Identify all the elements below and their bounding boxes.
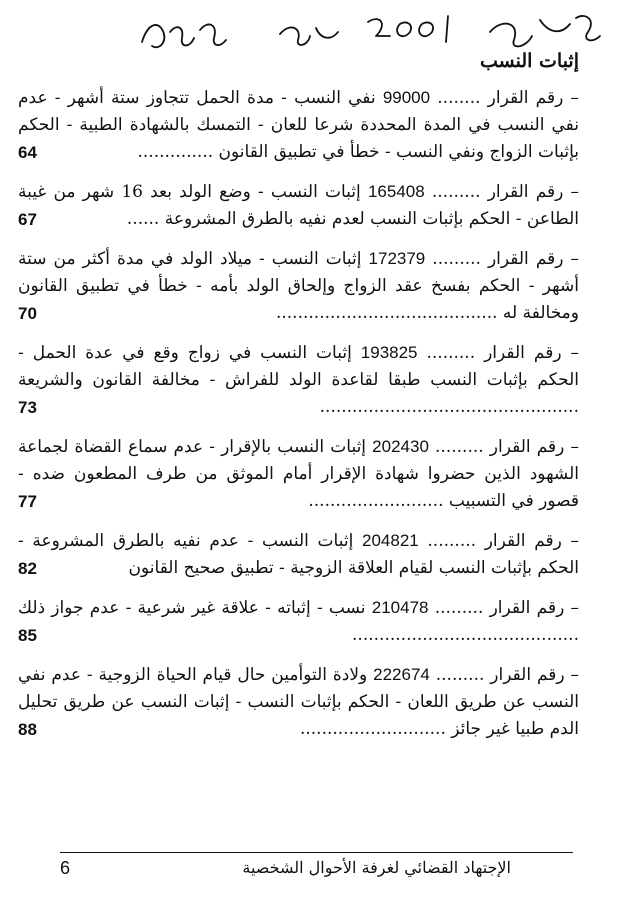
decision-label: رقم القرار (490, 665, 565, 685)
decision-summary: إثبات النسب - وضع الولد بعد 16 شهر من غيبة الطاعن - الحكم بإثبات النسب لعدم نفيه بالطرق المشروعة ...... (18, 182, 579, 229)
list-item: – رقم القرار ......... 222674 ولادة التوأمين حال قيام الحياة الزوجية - عدم نفي النسب عن طريق اللعان - الحكم بإثبات النسب - إثبات النسب عن طريق تحليل الدم طبيا غير جائز ........................... 88 (18, 661, 579, 743)
decision-label: رقم القرار (487, 249, 564, 269)
page-reference: 70 (18, 304, 37, 323)
decision-summary: نسب - إثباته - علاقة غير شرعية - عدم جواز ذلك .......................................... (18, 598, 579, 645)
list-item: – رقم القرار ......... 172379 إثبات النسب - ميلاد الولد في مدة أكثر من ستة أشهر - الحكم بفسخ عقد الزواج وإلحاق الولد بأمه - خطأ في تطبيق القانون ومخالفة له ......................................... 70 (18, 245, 579, 327)
page-reference: 67 (18, 210, 37, 229)
decision-label: رقم القرار (484, 531, 562, 551)
decision-summary: إثبات النسب - ميلاد الولد في مدة أكثر من ستة أشهر - الحكم بفسخ عقد الزواج وإلحاق الولد بأمه - خطأ في تطبيق القانون ومخالفة له ......................................... (18, 249, 579, 323)
leader-dots: ......... (435, 665, 485, 685)
page-reference: 85 (18, 626, 37, 645)
decision-label: رقم القرار (487, 88, 564, 108)
page-reference: 88 (18, 720, 37, 739)
section-title: إثبات النسب (480, 50, 579, 72)
decision-label: رقم القرار (487, 182, 564, 202)
list-item: – رقم القرار ......... 165408 إثبات النسب - وضع الولد بعد 16 شهر من غيبة الطاعن - الحكم بإثبات النسب لعدم نفيه بالطرق المشروعة ...... 67 (18, 178, 579, 233)
decision-list (18, 84, 579, 755)
decision-number: 222674 (373, 665, 430, 684)
leader-dots: ......... (432, 249, 481, 269)
footer-divider (60, 852, 573, 853)
decision-number: 99000 (382, 88, 431, 107)
list-item: – رقم القرار ......... 202430 إثبات النسب بالإقرار - عدم سماع القضاة لجماعة الشهود الذين حضروا شهادة الإقرار أمام الموثق من طرف المطعون ضده - قصور في التسبيب ......................... 77 (18, 433, 579, 515)
page-reference: 64 (18, 143, 37, 162)
decision-number: 202430 (372, 437, 429, 456)
decision-number: 204821 (362, 531, 419, 550)
page-footer (60, 858, 511, 879)
decision-label: رقم القرار (489, 437, 565, 457)
page-reference: 77 (18, 492, 37, 511)
list-item: – رقم القرار ......... 210478 نسب - إثباته - علاقة غير شرعية - عدم جواز ذلك .......................................... 85 (18, 594, 579, 649)
leader-dots: ......... (426, 343, 476, 363)
decision-summary: إثبات النسب في زواج وقع في عدة الحمل - الحكم بإثبات النسب طبقا لقاعدة الولد للفراش - مخالفة القانون والشريعة ................................................ (18, 343, 579, 417)
decision-label: رقم القرار (489, 598, 565, 618)
decision-number: 172379 (368, 249, 426, 268)
decision-label: رقم القرار (484, 343, 562, 363)
list-item: – رقم القرار ........ 99000 نفي النسب - مدة الحمل تتجاوز ستة أشهر - عدم نفي النسب في المدة المحددة شرعا للعان - التمسك بالشهادة الطبية - الحكم بإثبات الزواج ونفي النسب - خطأ في تطبيق القانون .............. 64 (18, 84, 579, 166)
decision-number: 210478 (371, 598, 429, 617)
decision-number: 193825 (360, 343, 418, 362)
decision-number: 165408 (367, 182, 425, 201)
list-item: – رقم القرار ......... 204821 إثبات النسب - عدم نفيه بالطرق المشروعة - الحكم بإثبات النسب لقيام العلاقة الزوجية - تطبيق صحيح القانون 82 (18, 527, 579, 582)
page-number: 6 (60, 858, 71, 878)
decision-summary: إثبات النسب - عدم نفيه بالطرق المشروعة - الحكم بإثبات النسب لقيام العلاقة الزوجية - تطبيق صحيح القانون (18, 531, 579, 578)
decision-summary: نفي النسب - مدة الحمل تتجاوز ستة أشهر - عدم نفي النسب في المدة المحددة شرعا للعان - التمسك بالشهادة الطبية - الحكم بإثبات الزواج ونفي النسب - خطأ في تطبيق القانون .............. (18, 88, 579, 162)
leader-dots: ......... (435, 437, 484, 457)
leader-dots: ........ (437, 88, 481, 108)
decision-summary: ولادة التوأمين حال قيام الحياة الزوجية - عدم نفي النسب عن طريق اللعان - الحكم بإثبات النسب - إثبات النسب عن طريق تحليل الدم طبيا غير جائز ........................... (18, 665, 579, 739)
leader-dots: ......... (431, 182, 481, 202)
decision-summary: إثبات النسب بالإقرار - عدم سماع القضاة لجماعة الشهود الذين حضروا شهادة الإقرار أمام الموثق من طرف المطعون ضده - قصور في التسبيب ......................... (18, 437, 579, 511)
page-reference: 73 (18, 398, 37, 417)
running-title: الإجتهاد القضائي لغرفة الأحوال الشخصية (242, 858, 511, 877)
page-reference: 82 (18, 559, 37, 578)
leader-dots: ......... (427, 531, 477, 551)
list-item: – رقم القرار ......... 193825 إثبات النسب في زواج وقع في عدة الحمل - الحكم بإثبات النسب طبقا لقاعدة الولد للفراش - مخالفة القانون والشريعة ................................................ 73 (18, 339, 579, 421)
leader-dots: ......... (434, 598, 484, 618)
